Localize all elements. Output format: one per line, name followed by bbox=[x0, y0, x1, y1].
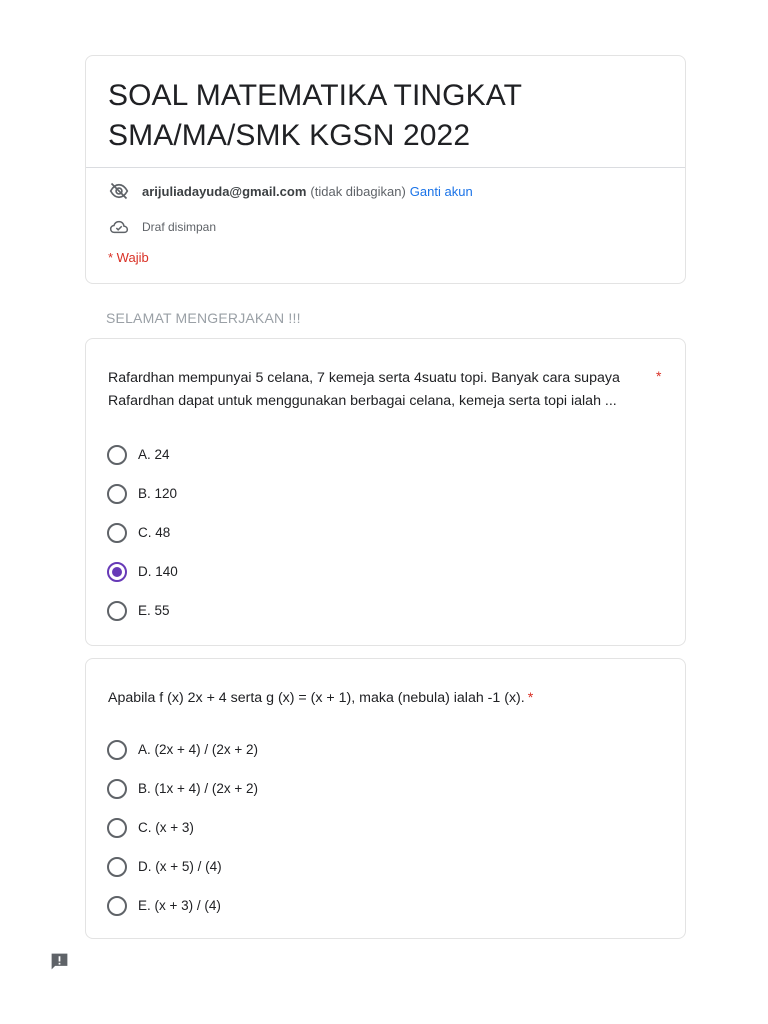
required-asterisk: * bbox=[656, 368, 662, 384]
question-text-2 bbox=[108, 687, 648, 710]
option-b[interactable] bbox=[107, 474, 178, 513]
section-description: SELAMAT MENGERJAKAN !!! bbox=[106, 310, 301, 326]
account-email: arijuliadayuda@gmail.com bbox=[142, 183, 307, 199]
option-label: B. (1x + 4) / (2x + 2) bbox=[138, 781, 259, 796]
option-label: E. 55 bbox=[138, 603, 170, 618]
radio-button[interactable] bbox=[107, 601, 127, 621]
option-label: C. (x + 3) bbox=[138, 820, 194, 835]
option-a[interactable] bbox=[107, 435, 178, 474]
radio-button[interactable] bbox=[107, 818, 127, 838]
radio-button[interactable] bbox=[107, 484, 127, 504]
radio-button[interactable] bbox=[107, 740, 127, 760]
option-label: A. 24 bbox=[138, 447, 170, 462]
form-header-card bbox=[85, 55, 686, 284]
question-2-body: Apabila f (x) 2x + 4 serta g (x) = (x + 1), maka (nebula) ialah -1 (x). bbox=[108, 690, 525, 706]
option-label: D. (x + 5) / (4) bbox=[138, 859, 222, 874]
eye-off-icon bbox=[108, 180, 130, 202]
cloud-done-icon bbox=[108, 216, 130, 238]
option-d[interactable] bbox=[107, 847, 258, 886]
radio-button[interactable] bbox=[107, 779, 127, 799]
option-e[interactable] bbox=[107, 886, 258, 925]
option-d[interactable] bbox=[107, 552, 178, 591]
question-card-1 bbox=[85, 338, 686, 646]
report-icon[interactable] bbox=[49, 951, 70, 972]
question-text-1: Rafardhan mempunyai 5 celana, 7 kemeja serta 4suatu topi. Banyak cara supaya Rafardhan dapat untuk menggunakan berbagai celana, kemeja serta topi ialah ... bbox=[108, 370, 620, 409]
radio-button[interactable] bbox=[107, 857, 127, 877]
radio-button[interactable] bbox=[107, 896, 127, 916]
option-label: A. (2x + 4) / (2x + 2) bbox=[138, 742, 259, 757]
form-title: SOAL MATEMATIKA TINGKAT SMA/MA/SMK KGSN 2022 bbox=[108, 79, 522, 152]
question-card-2 bbox=[85, 658, 686, 939]
draft-saved-text: Draf disimpan bbox=[142, 220, 217, 234]
option-a[interactable] bbox=[107, 730, 258, 769]
option-label: E. (x + 3) / (4) bbox=[138, 898, 221, 913]
switch-account-link[interactable]: Ganti akun bbox=[409, 183, 473, 199]
option-label: D. 140 bbox=[138, 564, 178, 579]
required-note: * Wajib bbox=[108, 250, 149, 265]
header-divider bbox=[86, 167, 685, 168]
option-label: C. 48 bbox=[138, 525, 171, 540]
draft-status-row bbox=[108, 216, 216, 238]
not-shared-note: (tidak dibagikan) bbox=[310, 183, 406, 199]
option-c[interactable] bbox=[107, 513, 178, 552]
radio-button[interactable] bbox=[107, 523, 127, 543]
question-2-options bbox=[107, 730, 258, 925]
radio-button[interactable] bbox=[107, 562, 127, 582]
account-row bbox=[108, 180, 473, 202]
option-e[interactable] bbox=[107, 591, 178, 630]
radio-button[interactable] bbox=[107, 445, 127, 465]
required-asterisk: * bbox=[527, 690, 534, 706]
question-1-options bbox=[107, 435, 178, 630]
option-c[interactable] bbox=[107, 808, 258, 847]
option-label: B. 120 bbox=[138, 486, 178, 501]
option-b[interactable] bbox=[107, 769, 258, 808]
